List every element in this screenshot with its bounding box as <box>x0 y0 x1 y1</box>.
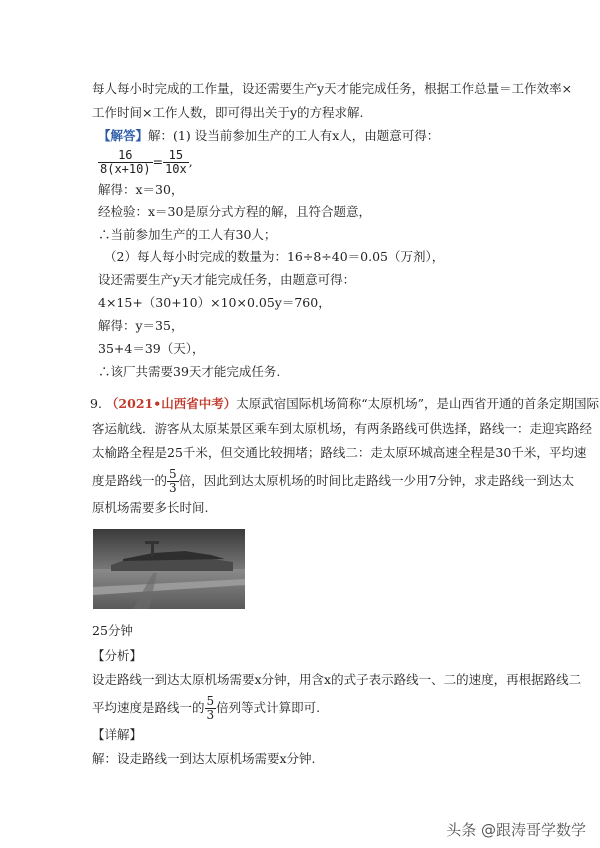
analysis-line-fraction: 平均速度是路线一的 $\frac{5}{3}$ 倍列等式计算即可. <box>92 694 321 722</box>
question-source-tag: （2021•山西省中考） <box>105 396 237 411</box>
analysis-tag: 【分析】 <box>92 648 143 663</box>
text-line: ∴该厂共需要39天才能完成任务. <box>98 364 281 379</box>
text-line: 太榆路全程是25千米，但交通比较拥堵；路线二：走太原环城高速全程是30千米，平均速 <box>92 445 587 460</box>
fraction-right: $\frac{15}{10x}$ <box>165 148 187 176</box>
solution-text: 解：(1) 设当前参加生产的工人有x人，由题意可得： <box>148 128 440 143</box>
answer-text: 25分钟 <box>92 623 133 638</box>
text-line: ∴当前参加生产的工人有30人； <box>98 227 277 242</box>
airport-image <box>93 529 245 609</box>
text-line: 经检验：x＝30是原分式方程的解，且符合题意， <box>98 204 371 219</box>
airport-photo <box>93 529 245 609</box>
fraction-five-thirds: $\frac{5}{3}$ <box>206 694 215 722</box>
text-line: 工作时间×工作人数，即可得出关于y的方程求解. <box>92 105 364 120</box>
text-line: 解：设走路线一到达太原机场需要x分钟. <box>92 751 316 766</box>
text-line: 原机场需要多长时间. <box>92 500 209 515</box>
question-number: 9. <box>90 396 102 411</box>
question-line: 9. （2021•山西省中考）太原武宿国际机场简称“太原机场”，是山西省开通的首条定期国际 <box>90 396 599 411</box>
watermark <box>446 819 586 840</box>
watermark-text: 头条 @跟涛哥学数学 <box>446 821 586 839</box>
detail-tag: 【详解】 <box>92 727 143 742</box>
text-line: 4×15+（30+10）×10×0.05y＝760， <box>98 295 331 310</box>
solution-line <box>98 127 439 145</box>
text-line: 每人每小时完成的工作量，设还需要生产y天才能完成任务，根据工作总量＝工作效率× <box>92 81 573 96</box>
text-line: 客运航线．游客从太原某景区乘车到太原机场，有两条路线可供选择，路线一：走迎宾路经 <box>92 421 593 436</box>
fraction-left: $\frac{16}{8(x+10)}$ <box>100 148 151 176</box>
text-line: 35+4＝39（天）， <box>98 341 205 356</box>
solution-tag: 【解答】 <box>98 128 149 143</box>
text-line: 解得：y＝35， <box>98 318 184 333</box>
text-line: （2）每人每小时完成的数量为：16÷8÷40＝0.05（万剂）， <box>104 249 445 264</box>
equation-line: $\frac{16}{8(x+10)}$ = $\frac{15}{10x}$ , <box>100 148 193 176</box>
text-line: 设还需要生产y天才能完成任务，由题意可得： <box>98 272 356 287</box>
text-line: 解得：x＝30， <box>98 182 184 197</box>
equals-sign: = <box>152 154 164 169</box>
fraction-five-thirds: $\frac{5}{3}$ <box>169 467 177 495</box>
question-line-fraction: 度是路线一的 $\frac{5}{3}$ 倍，因此到达太原机场的时间比走路线一少用7分钟，求走路线一到达太 <box>92 467 575 495</box>
text-line: 设走路线一到达太原机场需要x分钟，用含x的式子表示路线一、二的速度，再根据路线二 <box>92 672 582 687</box>
